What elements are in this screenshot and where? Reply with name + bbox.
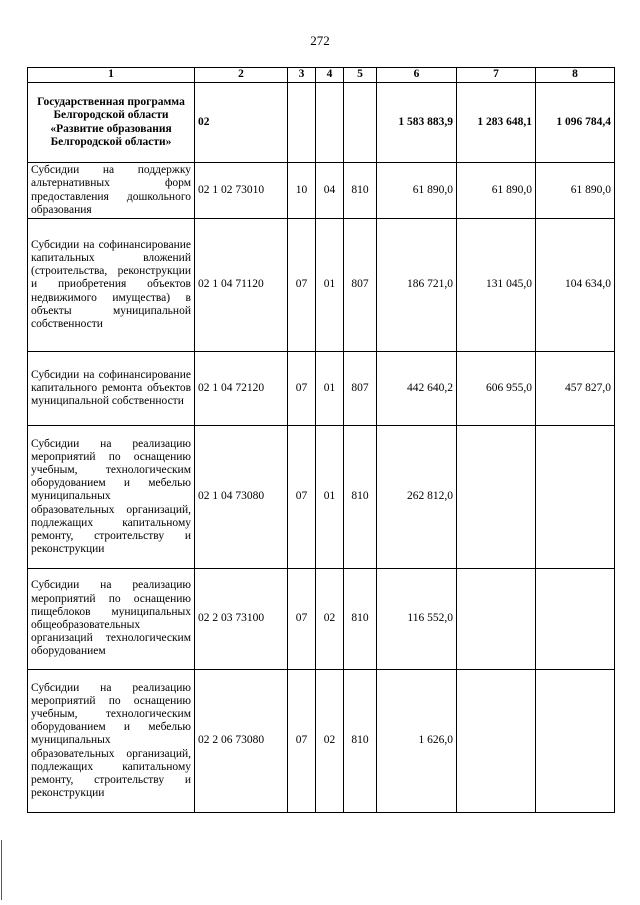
row-amount-6: 1 626,0 <box>377 670 457 813</box>
header-col-6: 6 <box>377 68 457 83</box>
row-expense-type: 810 <box>344 163 377 219</box>
row-subsection <box>316 83 344 163</box>
row-code: 02 1 02 73010 <box>195 163 288 219</box>
row-subsection: 02 <box>316 569 344 670</box>
row-name: Субсидии на софинансирование капитального ремонта объектов муниципальной собственности <box>28 352 195 426</box>
row-section: 07 <box>288 426 316 569</box>
table-header-row <box>28 68 615 83</box>
row-code: 02 1 04 71120 <box>195 219 288 352</box>
row-amount-7: 131 045,0 <box>457 219 536 352</box>
row-amount-7: 1 283 648,1 <box>457 83 536 163</box>
row-section: 10 <box>288 163 316 219</box>
budget-table <box>27 67 615 813</box>
header-col-7: 7 <box>457 68 536 83</box>
row-expense-type: 807 <box>344 219 377 352</box>
row-amount-8 <box>536 670 615 813</box>
row-code: 02 2 06 73080 <box>195 670 288 813</box>
header-col-5: 5 <box>344 68 377 83</box>
row-amount-6: 262 812,0 <box>377 426 457 569</box>
row-section <box>288 83 316 163</box>
table-row-program <box>28 83 615 163</box>
header-col-8: 8 <box>536 68 615 83</box>
header-col-1: 1 <box>28 68 195 83</box>
row-amount-6: 186 721,0 <box>377 219 457 352</box>
row-code: 02 1 04 73080 <box>195 426 288 569</box>
row-amount-8: 1 096 784,4 <box>536 83 615 163</box>
row-amount-6: 1 583 883,9 <box>377 83 457 163</box>
page-number: 272 <box>310 33 330 48</box>
header-col-2: 2 <box>195 68 288 83</box>
row-subsection: 01 <box>316 426 344 569</box>
row-section: 07 <box>288 569 316 670</box>
row-amount-6: 61 890,0 <box>377 163 457 219</box>
row-amount-8 <box>536 426 615 569</box>
row-amount-8: 61 890,0 <box>536 163 615 219</box>
header-col-4: 4 <box>316 68 344 83</box>
row-subsection: 01 <box>316 352 344 426</box>
row-amount-7 <box>457 569 536 670</box>
row-amount-7 <box>457 426 536 569</box>
row-code: 02 2 03 73100 <box>195 569 288 670</box>
row-section: 07 <box>288 352 316 426</box>
row-subsection: 01 <box>316 219 344 352</box>
row-expense-type: 810 <box>344 569 377 670</box>
row-amount-8: 457 827,0 <box>536 352 615 426</box>
row-subsection: 04 <box>316 163 344 219</box>
row-expense-type <box>344 83 377 163</box>
row-amount-6: 442 640,2 <box>377 352 457 426</box>
table-row <box>28 569 615 670</box>
row-code: 02 <box>195 83 288 163</box>
table-row <box>28 426 615 569</box>
row-expense-type: 810 <box>344 426 377 569</box>
row-name: Субсидии на софинансирование капитальных вложений (строительства, реконструкции и приобретения объектов недвижимого имущества) в объекты муниципальной собственности <box>28 219 195 352</box>
table-row <box>28 352 615 426</box>
scan-edge-line <box>1 840 2 900</box>
header-col-3: 3 <box>288 68 316 83</box>
table-row <box>28 670 615 813</box>
row-expense-type: 807 <box>344 352 377 426</box>
row-amount-8: 104 634,0 <box>536 219 615 352</box>
row-name: Субсидии на реализацию мероприятий по оснащению учебным, технологическим оборудованием и мебелью муниципальных образовательных организаций, подлежащих капитальному ремонту, строительству и реконструкции <box>28 670 195 813</box>
row-subsection: 02 <box>316 670 344 813</box>
table-row <box>28 163 615 219</box>
row-name: Субсидии на реализацию мероприятий по оснащению пищеблоков муниципальных общеобразовательных организаций технологическим оборудованием <box>28 569 195 670</box>
row-amount-8 <box>536 569 615 670</box>
row-name: Субсидии на реализацию мероприятий по оснащению учебным, технологическим оборудованием и мебелью муниципальных образовательных организаций, подлежащих капитальному ремонту, строительству и реконструкции <box>28 426 195 569</box>
row-amount-7 <box>457 670 536 813</box>
row-code: 02 1 04 72120 <box>195 352 288 426</box>
row-section: 07 <box>288 219 316 352</box>
row-section: 07 <box>288 670 316 813</box>
row-amount-6: 116 552,0 <box>377 569 457 670</box>
row-name: Субсидии на поддержку альтернативных форм предоставления дошкольного образования <box>28 163 195 219</box>
table-row <box>28 219 615 352</box>
row-amount-7: 61 890,0 <box>457 163 536 219</box>
row-amount-7: 606 955,0 <box>457 352 536 426</box>
row-expense-type: 810 <box>344 670 377 813</box>
row-name: Государственная программа Белгородской области «Развитие образования Белгородской области» <box>28 83 195 163</box>
